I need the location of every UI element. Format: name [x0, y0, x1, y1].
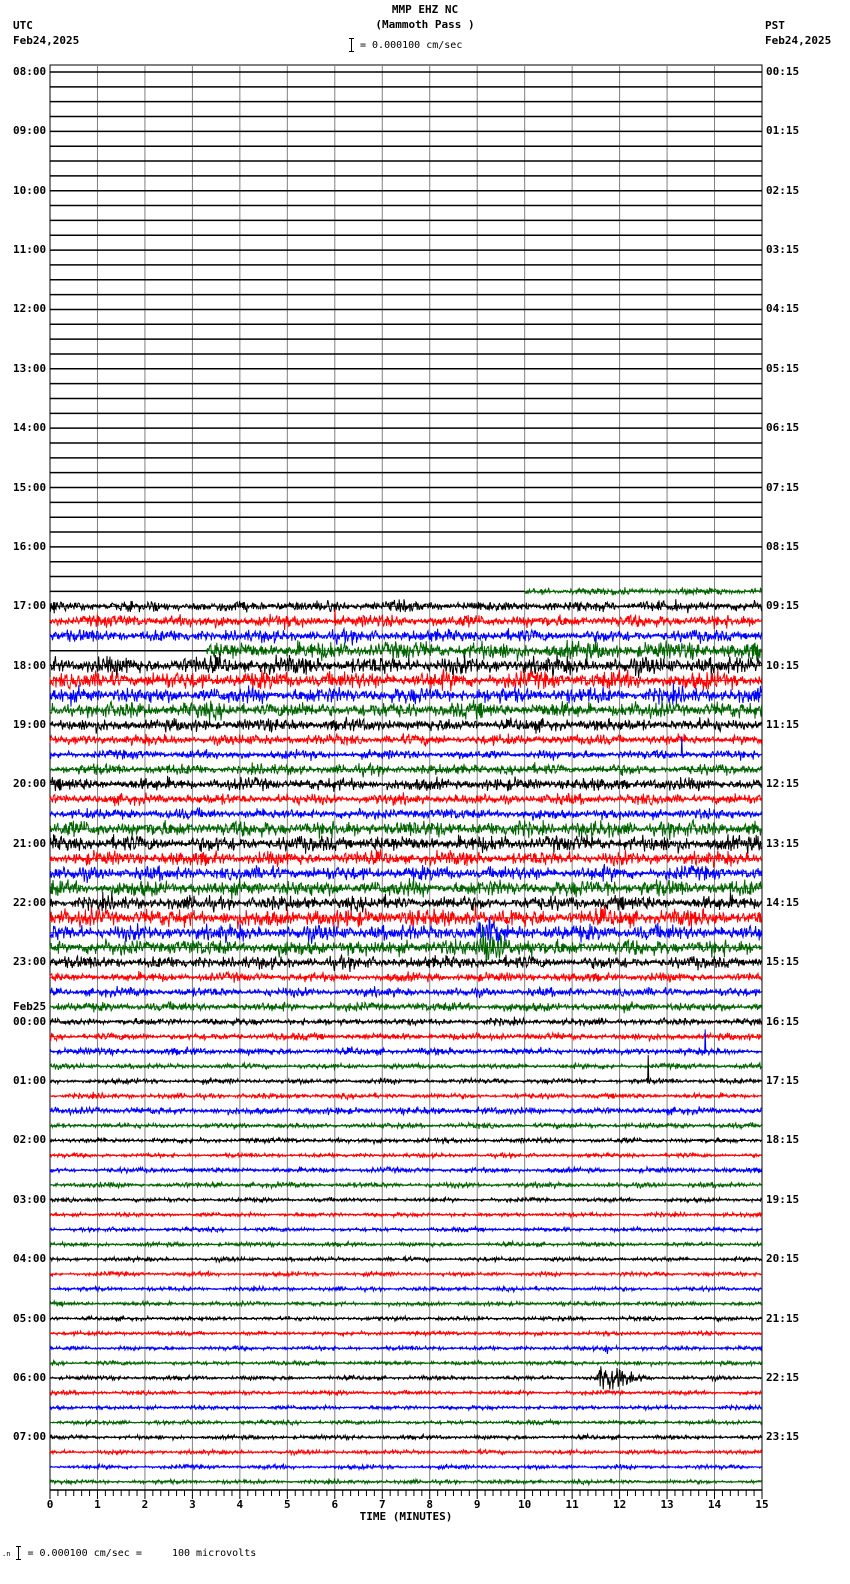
utc-time-label: 07:00	[13, 1430, 47, 1444]
pst-time-label: 09:15	[766, 599, 800, 613]
utc-time-label: 03:00	[13, 1192, 47, 1206]
utc-time-label: 23:00	[13, 955, 47, 969]
utc-time-label: 01:00	[13, 1074, 47, 1088]
x-tick-label: 13	[660, 1498, 674, 1511]
utc-time-label: 16:00	[13, 539, 47, 553]
pst-time-label: 03:15	[766, 243, 800, 257]
x-tick-label: 12	[612, 1498, 627, 1511]
pst-time-label: 21:15	[766, 1311, 800, 1325]
footer-scale-bar-icon	[16, 1546, 21, 1560]
x-tick-label: 10	[518, 1498, 532, 1511]
utc-time-label: 05:00	[13, 1311, 47, 1325]
x-tick-label: 3	[189, 1498, 196, 1511]
pst-time-label: 22:15	[766, 1370, 800, 1384]
utc-time-label: 08:00	[13, 65, 47, 78]
pst-time-label: 07:15	[766, 480, 800, 494]
utc-time-label: 20:00	[13, 777, 47, 791]
utc-time-label: 09:00	[13, 124, 47, 138]
x-tick-label: 14	[707, 1498, 722, 1511]
right-timezone: PST	[765, 19, 785, 32]
pst-time-label: 08:15	[766, 539, 800, 553]
pst-time-label: 17:15	[766, 1074, 800, 1088]
station-title: MMP EHZ NC	[391, 3, 459, 16]
utc-time-label: 15:00	[13, 480, 47, 494]
utc-time-label: 18:00	[13, 658, 47, 672]
utc-time-label: 04:00	[13, 1252, 47, 1266]
x-tick-label: 2	[141, 1498, 149, 1511]
pst-time-label: 04:15	[766, 302, 800, 316]
scale-text: = 0.000100 cm/sec	[360, 40, 463, 51]
footer-scale-text: = 0.000100 cm/sec = 100 microvolts	[27, 1548, 257, 1559]
x-tick-label: 7	[378, 1498, 386, 1511]
x-tick-label: 0	[46, 1498, 54, 1511]
x-tick-label: 9	[473, 1498, 481, 1511]
x-tick-label: 4	[236, 1498, 244, 1511]
pst-time-label: 13:15	[766, 836, 800, 850]
station-location: (Mammoth Pass )	[375, 18, 475, 31]
utc-time-label: 19:00	[13, 717, 47, 731]
x-tick-label: 6	[331, 1498, 339, 1511]
pst-time-label: 23:15	[766, 1430, 800, 1444]
pst-time-label: 12:15	[766, 777, 800, 791]
date-label: Feb25	[13, 999, 47, 1013]
pst-time-label: 20:15	[766, 1252, 800, 1266]
x-axis-title: TIME (MINUTES)	[359, 1510, 453, 1523]
utc-time-label: 10:00	[13, 183, 47, 197]
pst-time-label: 05:15	[766, 361, 800, 375]
left-date: Feb24,2025	[13, 34, 80, 47]
utc-time-label: 13:00	[13, 361, 47, 375]
pst-time-label: 14:15	[766, 896, 800, 910]
pst-time-label: 10:15	[766, 658, 800, 672]
utc-time-label: 11:00	[13, 243, 47, 257]
x-tick-label: 8	[426, 1498, 434, 1511]
pst-time-label: 00:15	[766, 65, 800, 78]
pst-time-label: 11:15	[766, 717, 800, 731]
x-tick-label: 1	[94, 1498, 101, 1511]
pst-time-label: 19:15	[766, 1192, 800, 1206]
x-tick-label: 11	[565, 1498, 579, 1511]
left-timezone: UTC	[13, 19, 33, 32]
utc-time-label: 00:00	[13, 1014, 47, 1028]
utc-time-label: 17:00	[13, 599, 47, 613]
pst-time-label: 01:15	[766, 124, 800, 138]
utc-time-label: 02:00	[13, 1133, 47, 1147]
x-tick-label: 5	[284, 1498, 291, 1511]
utc-time-label: 12:00	[13, 302, 47, 316]
utc-time-label: 06:00	[13, 1370, 47, 1384]
utc-time-label: 14:00	[13, 421, 47, 435]
utc-time-label: 22:00	[13, 896, 47, 910]
pst-time-label: 06:15	[766, 421, 800, 435]
footer-scale: .n = 0.000100 cm/sec = 100 microvolts	[2, 1548, 257, 1559]
pst-time-label: 15:15	[766, 955, 800, 969]
pst-time-label: 18:15	[766, 1133, 800, 1147]
right-date: Feb24,2025	[765, 34, 832, 47]
pst-time-label: 16:15	[766, 1014, 800, 1028]
pst-time-label: 02:15	[766, 183, 800, 197]
x-tick-label: 15	[755, 1498, 769, 1511]
utc-time-label: 21:00	[13, 836, 47, 850]
